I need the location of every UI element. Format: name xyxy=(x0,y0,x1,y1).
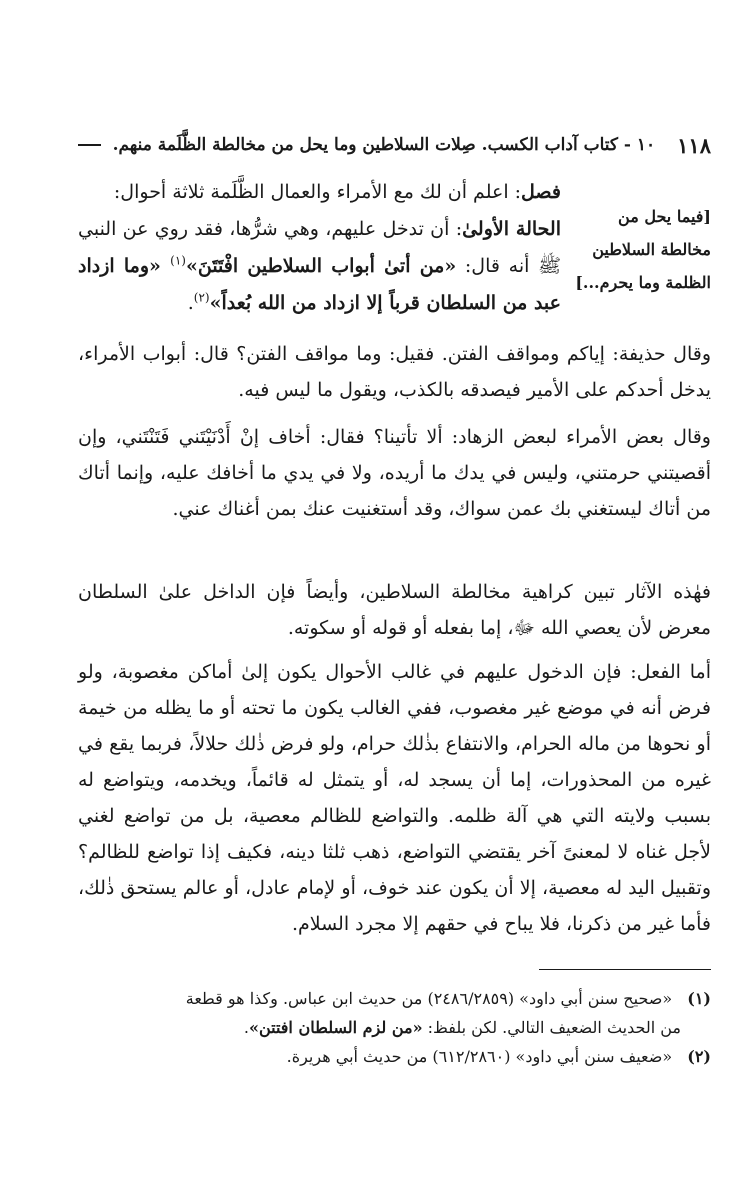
paragraph-hudhayfa: وقال حذيفة: إياكم ومواقف الفتن. فقيل: وما مواقف الفتن؟ قال: أبواب الأمراء، يدخل أحدكم على الأمير فيصدقه بالكذب، ويقول ما ليس فيه. xyxy=(78,343,711,401)
section-end: . xyxy=(187,292,194,314)
state-one-text: : أن تدخل عليهم، وهي شرُّها، فقد روي عن النبي ﷺ أنه قال: xyxy=(78,218,562,277)
footnote-continuation xyxy=(78,1013,681,1042)
footnote-number: (١) xyxy=(687,989,711,1008)
margin-note: [فيما يحل من مخالطة السلاطين الظلمة وما يحرم...] xyxy=(575,207,711,292)
paragraph-fil: أما الفعل: فإن الدخول عليهم في غالب الأحوال يكون إلىٰ أماكن مغصوبة، ولو فرض أنه في موضع غير مغصوب، ففي الغالب يكون ما تحته أو ما يظله من خيمة أو نحوها من ماله الحرام، والانتفاع بذٰلك حرام، ولو فرض ذٰلك حلالاً، فربما يقع في غيره من المحذورات، إما أن يسجد له، أو يتمثل له قائماً، ويخدمه، ويتواضع له بسبب ولايته التي هي آلة ظلمه. والتواضع للظالم معصية، بل من تواضع لغني لأجل غناه لا لمعنىً آخر يقتضي التواضع، ذهب ثلثا دينه، فكيف إذا تواضع للظالم؟ وتقبيل اليد له معصية، إلا أن يكون عند خوف، أو لإمام عادل، أو عالم يستحق ذٰلك، فأما غير من ذكرنا، فلا يباح في حقهم إلا مجرد السلام. xyxy=(78,661,711,935)
section-label: فصل xyxy=(521,181,561,203)
paragraph-zahid: وقال بعض الأمراء لبعض الزهاد: ألا تأتينا؟ فقال: أخاف إنْ أَدْنَيْتَني فَتَنْتَني، وإن أقصيتني حرمتني، وليس في يدك ما أريده، ولا في يدي ما أخافك عليه، وإنما أتاك من أتاك ليستغني بك عمن سواك، وقد أستغنيت عنك بمن أغناك عني. xyxy=(78,426,711,520)
footnote-text: «صحيح سنن أبي داود» (٢٤٨٦/٢٨٥٩) من حديث ابن عباس. وكذا هو قطعة xyxy=(185,989,673,1008)
footnote-ref-1[interactable]: (١) xyxy=(170,253,186,268)
header-rule xyxy=(78,144,101,146)
hadith-two: «وما ازداد عبد من السلطان قرباً إلا ازداد من الله بُعداً» xyxy=(78,255,561,314)
section-block xyxy=(78,174,711,322)
section-body xyxy=(78,174,561,322)
footnote-text: «ضعيف سنن أبي داود» (٦١٢/٢٨٦٠) من حديث أبي هريرة. xyxy=(286,1047,673,1066)
footnote-1 xyxy=(78,984,711,1042)
section-intro: : اعلم أن لك مع الأمراء والعمال الظَّلَمة ثلاثة أحوال: xyxy=(113,181,522,203)
footnote-cont-text: من الحديث الضعيف التالي. لكن بلفظ: xyxy=(422,1018,681,1037)
footnote-2 xyxy=(78,1042,711,1071)
footnote-number: (٢) xyxy=(687,1047,711,1066)
hadith-one: «من أتىٰ أبواب السلاطين افْتَتَنَ» xyxy=(185,255,457,277)
footnote-cont-bold: «من لزم السلطان افتتن» xyxy=(248,1018,423,1037)
footnote-separator xyxy=(539,969,711,970)
footnote-ref-2[interactable]: (٢) xyxy=(193,290,210,305)
page-number: ١١٨ xyxy=(677,132,711,158)
running-head: ١٠ - كتاب آداب الكسب. صِلات السلاطين وما يحل من مخالطة الظَّلَمة منهم. xyxy=(112,135,656,155)
footnote-cont-end: . xyxy=(243,1018,249,1037)
page-header xyxy=(78,128,711,163)
paragraph-athar: فهٰذه الآثار تبين كراهية مخالطة السلاطين، وأيضاً فإن الداخل علىٰ السلطان معرض لأن يعصي الله ﷻ، إما بفعله أو قوله أو سكوته. xyxy=(78,581,711,639)
state-one-label: الحالة الأولىٰ xyxy=(462,218,561,240)
